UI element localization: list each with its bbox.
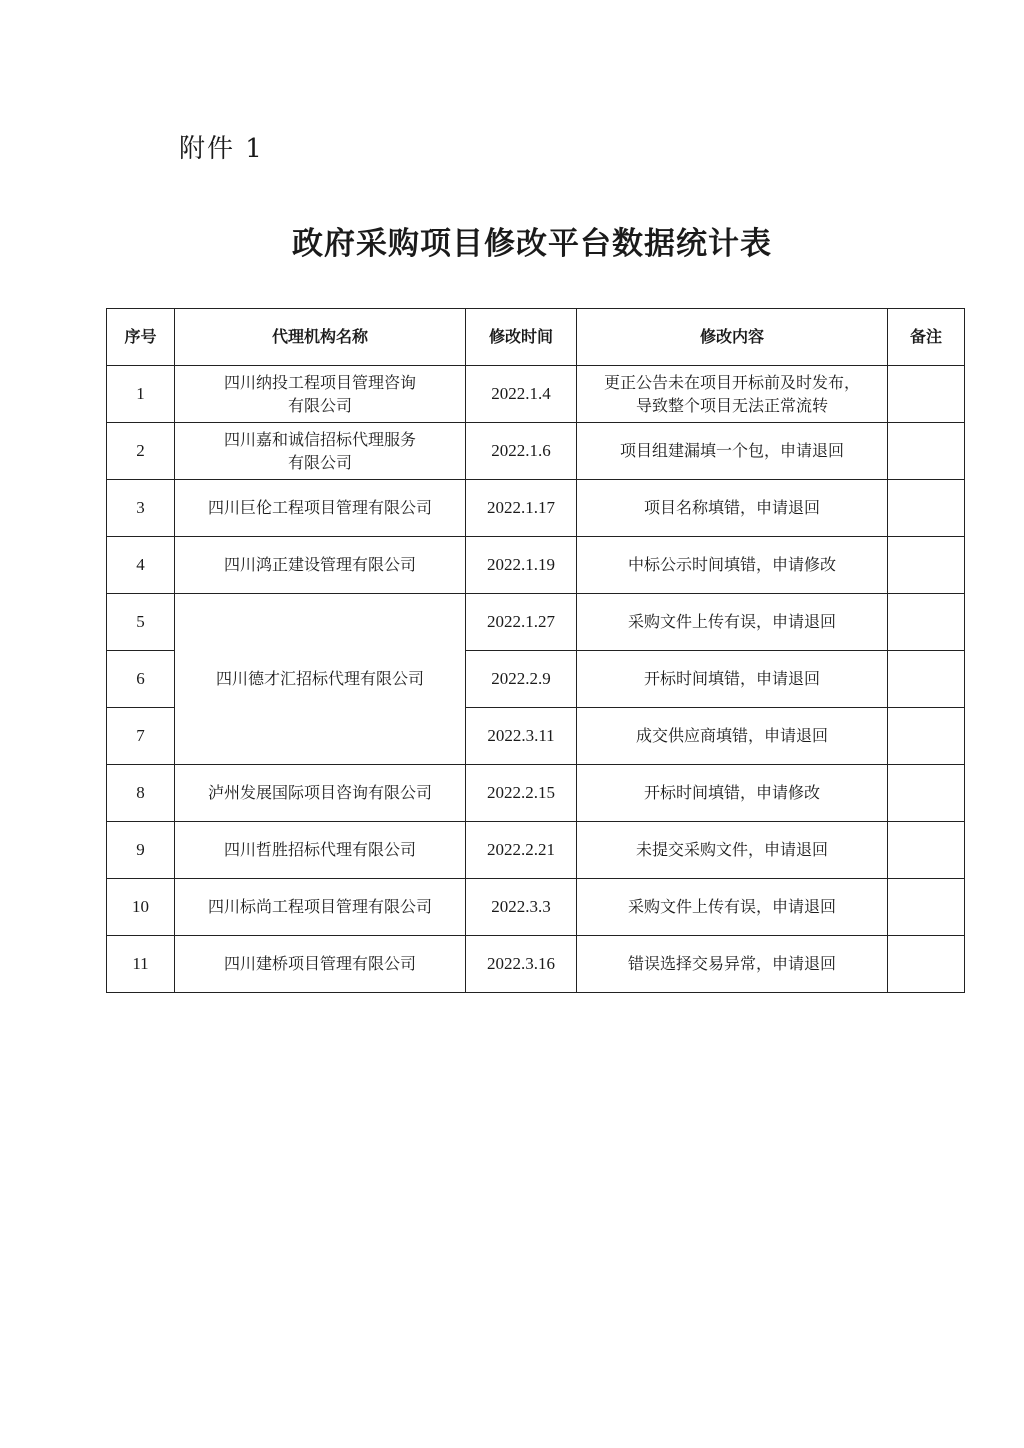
table-row [107,366,965,423]
modify-content: 未提交采购文件，申请退回 [577,822,888,879]
row-number: 6 [107,651,175,708]
row-number: 4 [107,537,175,594]
agency-name-line1: 四川纳投工程项目管理咨询 [223,372,416,392]
remark-cell [888,537,965,594]
statistics-table [106,308,965,993]
remark-cell [888,708,965,765]
column-header-agency: 代理机构名称 [175,309,466,366]
modify-content: 开标时间填错，申请退回 [577,651,888,708]
row-number: 3 [107,480,175,537]
row-number: 8 [107,765,175,822]
row-number: 5 [107,594,175,651]
modify-date: 2022.1.19 [466,537,577,594]
table-row [107,822,965,879]
row-number: 10 [107,879,175,936]
agency-name: 四川鸿正建设管理有限公司 [175,537,466,594]
table-row [107,936,965,993]
modify-date: 2022.2.9 [466,651,577,708]
row-number: 9 [107,822,175,879]
table-row [107,423,965,480]
agency-name-line1: 四川嘉和诚信招标代理服务 [223,429,416,449]
row-number: 1 [107,366,175,423]
remark-cell [888,594,965,651]
column-header-date: 修改时间 [466,309,577,366]
column-header-content: 修改内容 [577,309,888,366]
modify-content-line2: 导致整个项目无法正常流转 [635,396,828,415]
modify-content: 采购文件上传有误，申请退回 [577,594,888,651]
agency-name-line2: 有限公司 [287,396,352,415]
table-header-row [107,309,965,366]
modify-content-line1: 更正公告未在项目开标前及时发布， [603,372,860,392]
modify-content: 项目组建漏填一个包，申请退回 [577,423,888,480]
modify-content: 错误选择交易异常，申请退回 [577,936,888,993]
table-row [107,480,965,537]
remark-cell [888,822,965,879]
modify-content: 采购文件上传有误，申请退回 [577,879,888,936]
agency-name: 四川哲胜招标代理有限公司 [175,822,466,879]
modify-date: 2022.2.21 [466,822,577,879]
table-row [107,879,965,936]
table-row [107,765,965,822]
remark-cell [888,879,965,936]
modify-content: 中标公示时间填错，申请修改 [577,537,888,594]
remark-cell [888,423,965,480]
agency-name-line2: 有限公司 [287,453,352,472]
column-header-remark: 备注 [888,309,965,366]
modify-content: 项目名称填错，申请退回 [577,480,888,537]
attachment-label: 附件 1 [179,134,264,164]
agency-name: 四川建桥项目管理有限公司 [175,936,466,993]
agency-name-merged: 四川德才汇招标代理有限公司 [175,594,466,765]
row-number: 7 [107,708,175,765]
modify-date: 2022.1.27 [466,594,577,651]
modify-date: 2022.3.3 [466,879,577,936]
modify-date: 2022.1.4 [466,366,577,423]
table-row [107,594,965,651]
remark-cell [888,651,965,708]
agency-name: 四川巨伦工程项目管理有限公司 [175,480,466,537]
modify-date: 2022.1.17 [466,480,577,537]
modify-date: 2022.3.11 [466,708,577,765]
remark-cell [888,366,965,423]
modify-date: 2022.1.6 [466,423,577,480]
column-header-no: 序号 [107,309,175,366]
remark-cell [888,936,965,993]
modify-content [577,366,888,423]
agency-name: 泸州发展国际项目咨询有限公司 [175,765,466,822]
agency-name [175,423,466,480]
row-number: 2 [107,423,175,480]
modify-content: 开标时间填错，申请修改 [577,765,888,822]
agency-name [175,366,466,423]
modify-date: 2022.3.16 [466,936,577,993]
remark-cell [888,765,965,822]
modify-date: 2022.2.15 [466,765,577,822]
row-number: 11 [107,936,175,993]
agency-name: 四川标尚工程项目管理有限公司 [175,879,466,936]
table-row [107,537,965,594]
modify-content: 成交供应商填错，申请退回 [577,708,888,765]
document-title: 政府采购项目修改平台数据统计表 [292,226,772,262]
remark-cell [888,480,965,537]
